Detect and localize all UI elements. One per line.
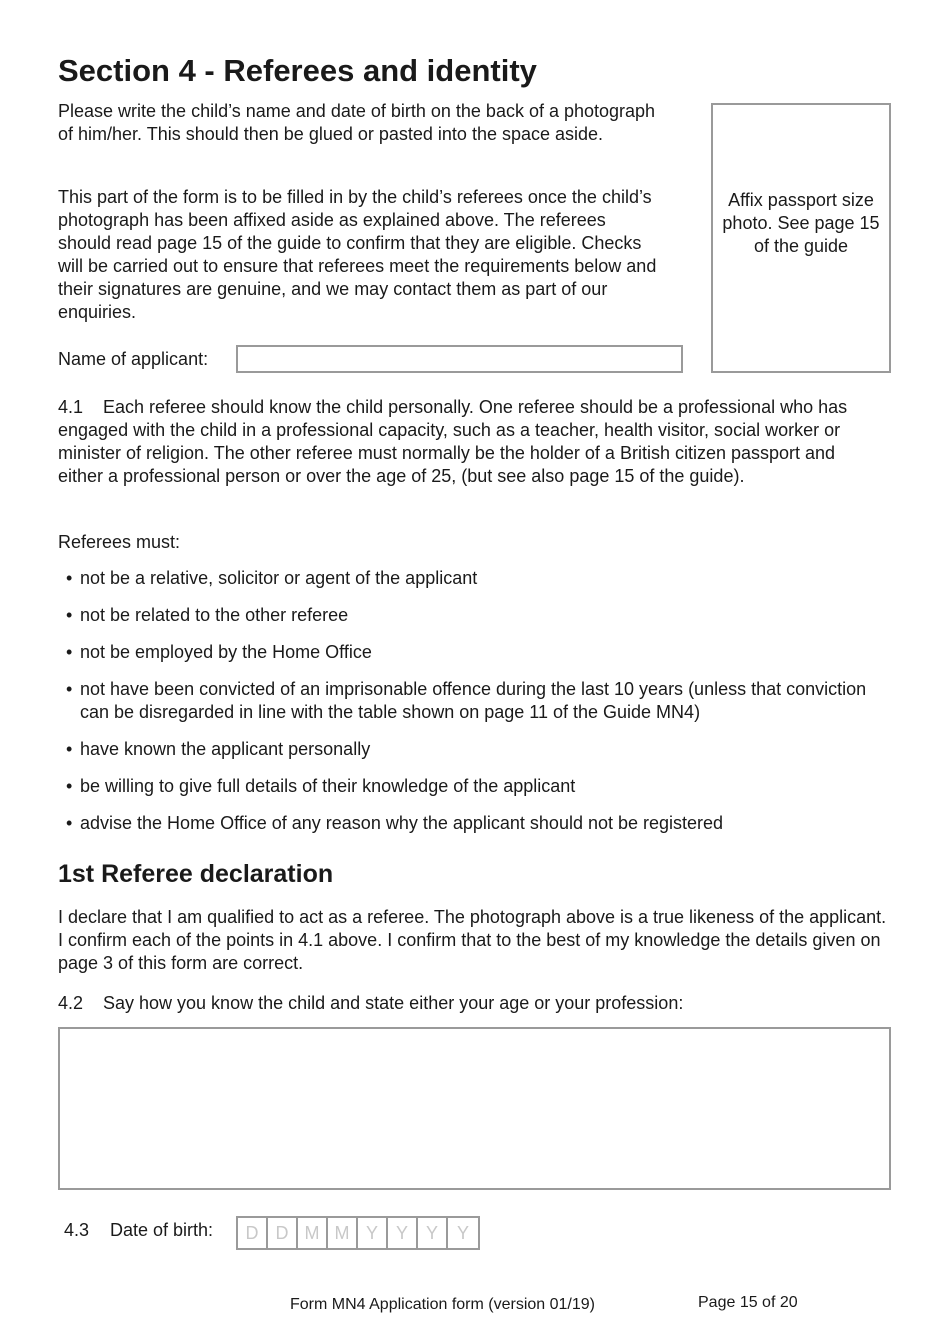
question-4-3 (64, 1219, 213, 1242)
list-item: • advise the Home Office of any reason why the applicant should not be registered (58, 812, 868, 835)
footer-page-number: Page 15 of 20 (698, 1294, 798, 1311)
question-4-2-number: 4.2 (58, 993, 84, 1013)
list-item: • not be employed by the Home Office (58, 641, 868, 664)
section-title: Section 4 - Referees and identity (58, 53, 537, 88)
list-item: • be willing to give full details of their knowledge of the applicant (58, 775, 868, 798)
dob-year-digit[interactable]: Y (358, 1218, 388, 1248)
list-item: • have known the applicant personally (58, 738, 868, 761)
dob-year-digit[interactable]: Y (456, 1223, 469, 1243)
question-4-1 (58, 396, 873, 488)
list-item: • not be a relative, solicitor or agent of the applicant (58, 567, 868, 590)
dob-year-digit[interactable]: Y (418, 1218, 448, 1248)
list-item: • not have been convicted of an imprisonable offence during the last 10 years (unless that conviction can be disregarded in line with the table shown on page 11 of the Guide MN4) (58, 678, 868, 724)
dob-day-digit[interactable]: D (238, 1218, 268, 1248)
photo-instruction: Affix passport size photo. See page 15 of the guide (722, 189, 880, 256)
question-4-2-text: Say how you know the child and state either your age or your profession: (103, 993, 684, 1013)
dob-year-digit[interactable]: Y (388, 1218, 418, 1248)
referees-must-list (58, 567, 868, 849)
dob-day-digit[interactable]: D (268, 1218, 298, 1248)
list-item: • not be related to the other referee (58, 604, 868, 627)
question-4-1-number: 4.1 (58, 397, 84, 417)
question-4-3-number: 4.3 (64, 1220, 90, 1240)
question-4-2 (58, 992, 888, 1015)
declaration-text: I declare that I am qualified to act as a referee. The photograph above is a true likeness of the applicant. I confirm each of the points in 4.1 above. I confirm that to the best of my knowledge the details given on page 3 of this form are correct. (58, 907, 887, 973)
applicant-name-label: Name of applicant: (58, 349, 209, 369)
intro-paragraph-1: Please write the child’s name and date of birth on the back of a photograph of him/her. This should then be glued or pasted into the space aside. (58, 101, 656, 144)
question-4-1-text: Each referee should know the child personally. One referee should be a professional who has engaged with the child in a professional capacity, such as a teacher, health visitor, social worker or minister of religion. The other referee must normally be the holder of a British citizen passport and either a professional person or over the age of 25, (but see also page 15 of the guide). (58, 397, 848, 486)
dob-label: Date of birth: (110, 1220, 214, 1240)
footer-form-name: Form MN4 Application form (version 01/19) (290, 1296, 595, 1313)
intro-paragraph-2: This part of the form is to be filled in by the child’s referees once the child’s photograph has been affixed aside as explained above. The referees should read page 15 of the guide to confirm that they are eligible. Checks will be carried out to ensure that referees meet the requirements below and their signatures are genuine, and we may contact them as part of our enquiries. (58, 187, 657, 322)
applicant-name-input[interactable] (236, 345, 683, 373)
dob-input[interactable] (236, 1216, 480, 1250)
dob-month-digit[interactable]: M (298, 1218, 328, 1248)
declaration-title: 1st Referee declaration (58, 860, 334, 888)
dob-month-digit[interactable]: M (328, 1218, 358, 1248)
relationship-textarea[interactable] (58, 1027, 891, 1190)
photo-placeholder-box[interactable] (711, 103, 891, 373)
referees-must-heading: Referees must: (58, 532, 181, 552)
